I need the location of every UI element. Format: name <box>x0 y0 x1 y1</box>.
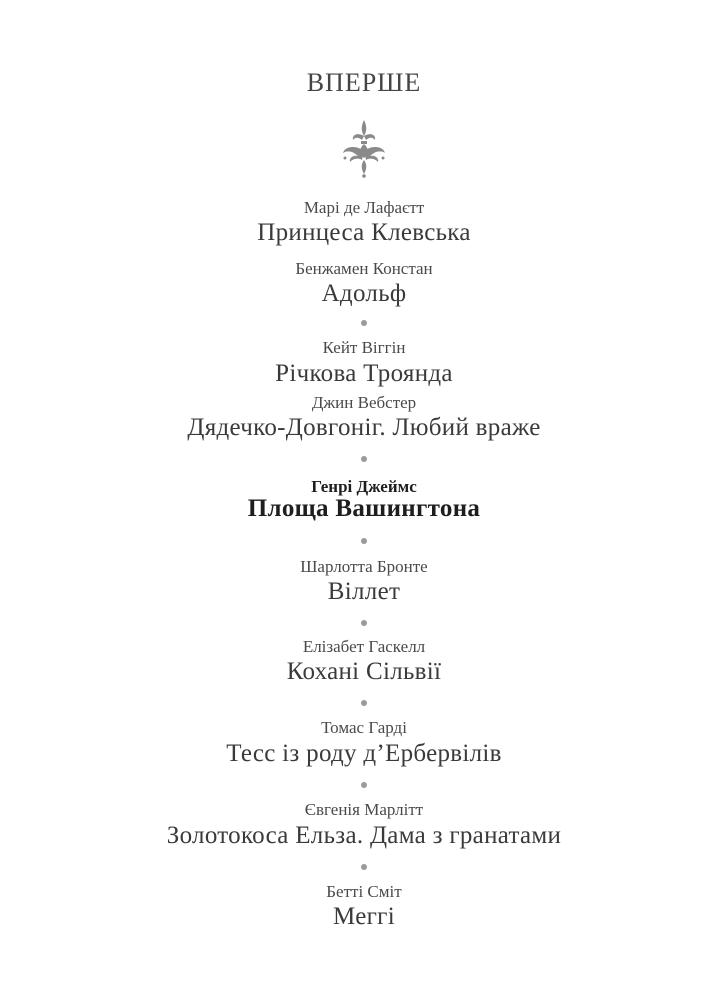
separator-dot <box>361 864 367 870</box>
entry-title: Адольф <box>321 280 407 307</box>
separator-dot <box>361 620 367 626</box>
entry-author: Елізабет Гаскелл <box>302 637 426 656</box>
entry-author: Томас Гарді <box>321 718 407 737</box>
separator-dot <box>361 782 367 788</box>
entry-author: Генрі Джеймс <box>311 477 417 496</box>
entry-author: Євгенія Марлітт <box>304 800 424 819</box>
separator-dot <box>361 538 367 544</box>
entry-title: Золотокоса Ельза. Дама з гранатами <box>166 822 562 849</box>
separator-dot <box>361 456 367 462</box>
entry-author: Джин Вебстер <box>311 393 417 412</box>
entry-title: Меггі <box>333 903 395 930</box>
entry-author: Бенжамен Констан <box>295 259 433 278</box>
page-heading: ВПЕРШЕ <box>306 68 422 97</box>
entry-title: Площа Вашингтона <box>247 495 481 522</box>
entry-author: Бетті Сміт <box>326 882 402 901</box>
entry-title: Віллет <box>327 578 401 605</box>
entry-title: Річкова Троянда <box>275 360 453 387</box>
entry-title: Тесс із роду д’Ербервілів <box>226 740 502 767</box>
entry-author: Марі де Лафаєтт <box>303 198 425 217</box>
entry-title: Дядечко-Довгоніг. Любий враже <box>187 414 541 441</box>
separator-dot <box>361 320 367 326</box>
fleur-ornament-icon <box>339 118 389 178</box>
entry-title: Принцеса Клевська <box>257 219 471 246</box>
entry-author: Кейт Віггін <box>322 338 406 357</box>
entry-author: Шарлотта Бронте <box>300 557 428 576</box>
separator-dot <box>361 700 367 706</box>
entry-title: Кохані Сільвії <box>286 658 442 685</box>
